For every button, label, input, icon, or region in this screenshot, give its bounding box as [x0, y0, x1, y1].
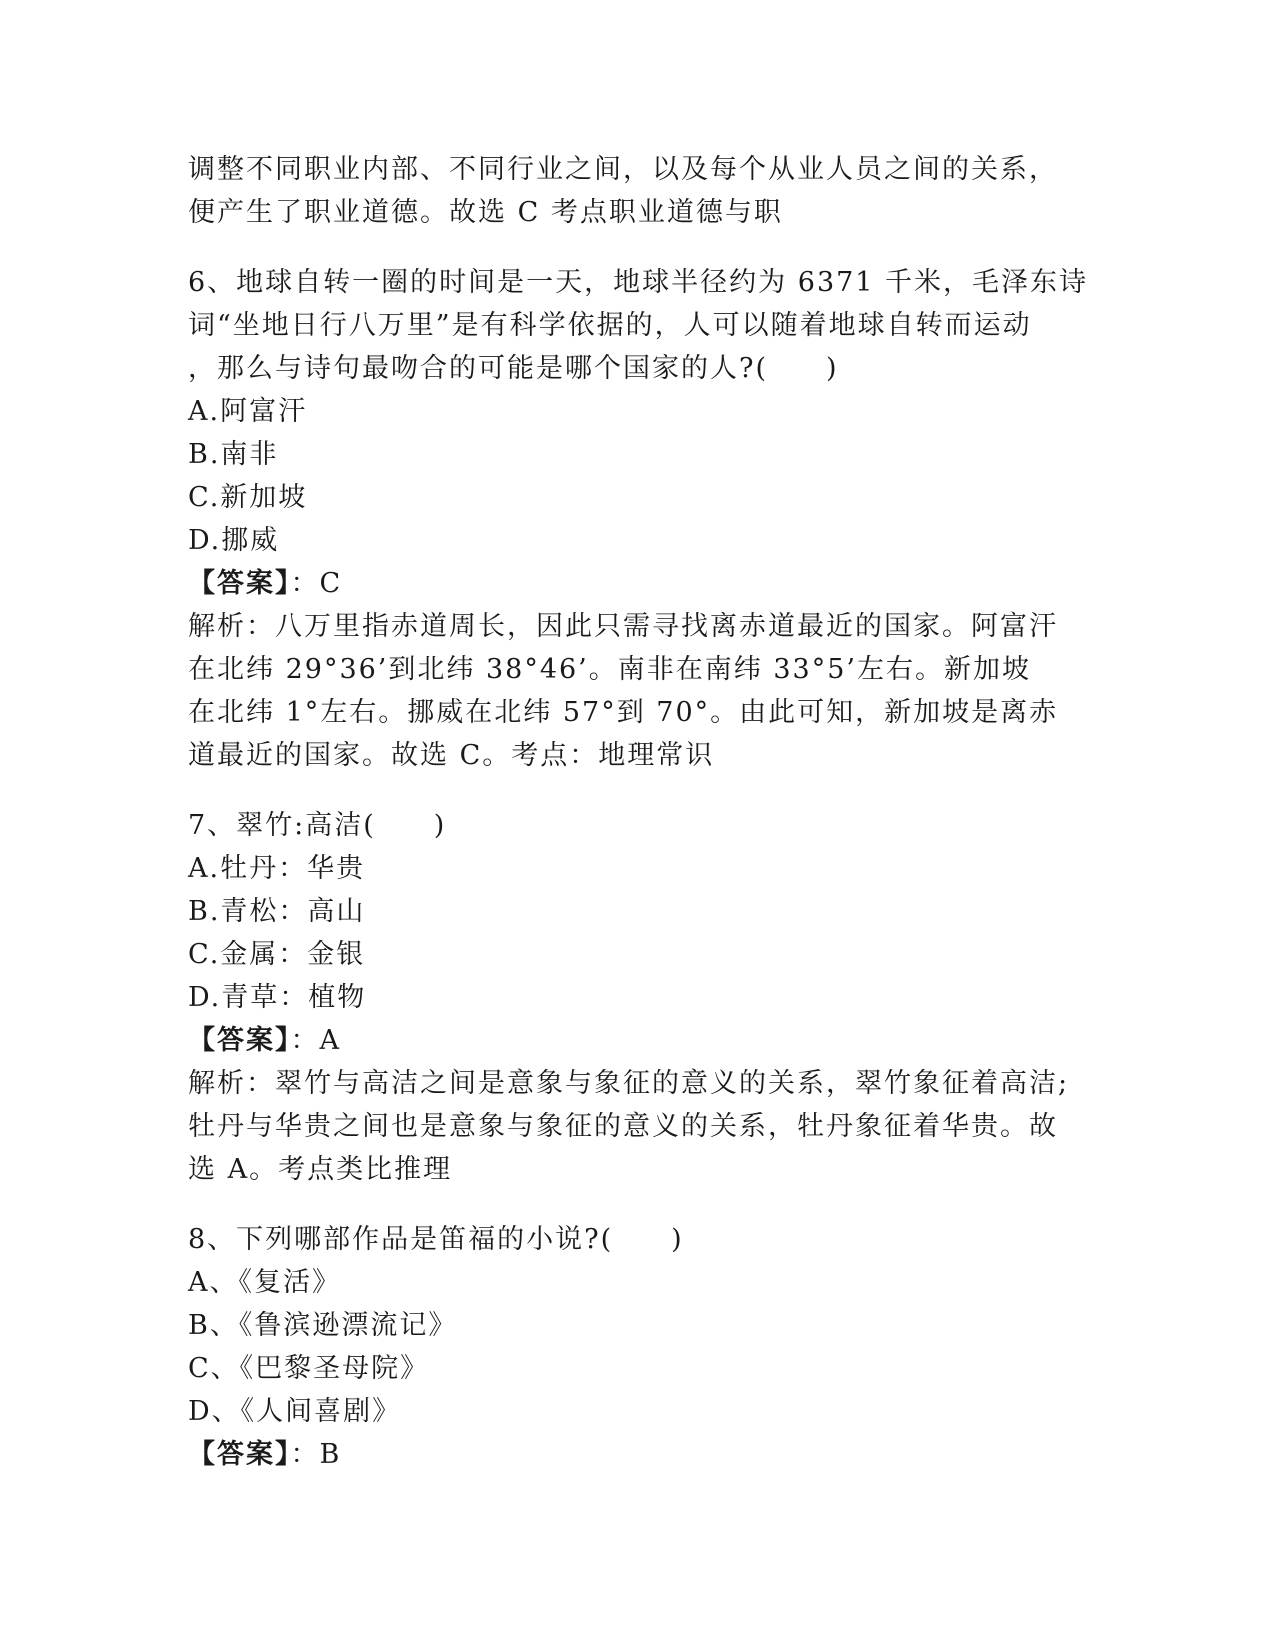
question-text-line: ，那么与诗句最吻合的可能是哪个国家的人?( ) [188, 353, 839, 384]
page-content [188, 148, 1089, 1476]
explanation-line: 在北纬 1°左右。挪威在北纬 57°到 70°。由此可知，新加坡是离赤 [188, 697, 1059, 728]
spacer [188, 777, 1068, 804]
spacer [188, 1191, 1068, 1218]
explanation-line: 选 A。考点类比推理 [188, 1154, 453, 1185]
answer-line [188, 1019, 1068, 1062]
explanation-line: 解析：八万里指赤道周长，因此只需寻找离赤道最近的国家。阿富汗 [188, 611, 1058, 642]
question-text-line: 7、翠竹:高洁( ) [188, 810, 447, 841]
text-line: 调整不同职业内部、不同行业之间，以及每个从业人员之间的关系， [188, 154, 1058, 185]
explanation-line: 牡丹与华贵之间也是意象与象征的意义的关系，牡丹象征着华贵。故 [188, 1111, 1058, 1142]
option-d: D.挪威 [188, 525, 280, 556]
intro-paragraph [188, 148, 1068, 234]
answer-label: 【答案】 [188, 1025, 291, 1056]
option-d: D.青草：植物 [188, 982, 367, 1013]
option-a: A、《复活》 [188, 1267, 341, 1298]
answer-line [188, 562, 1068, 605]
question-6 [188, 261, 1089, 777]
option-b: B.青松：高山 [188, 896, 366, 927]
option-b: B、《鲁滨逊漂流记》 [188, 1310, 458, 1341]
option-a: A.阿富汗 [188, 396, 308, 427]
question-8 [188, 1218, 1068, 1476]
option-c: C.新加坡 [188, 482, 308, 513]
question-7 [188, 804, 1068, 1191]
option-c: C.金属：金银 [188, 939, 366, 970]
option-a: A.牡丹：华贵 [188, 853, 366, 884]
option-c: C、《巴黎圣母院》 [188, 1353, 430, 1384]
text-line: 便产生了职业道德。故选 C 考点职业道德与职 [188, 197, 783, 228]
answer-label: 【答案】 [188, 568, 291, 599]
answer-label: 【答案】 [188, 1439, 291, 1470]
question-text-line: 8、下列哪部作品是笛福的小说?( ) [188, 1224, 684, 1255]
option-d: D、《人间喜剧》 [188, 1396, 402, 1427]
answer-value: ：A [290, 1025, 341, 1056]
spacer [188, 234, 1068, 261]
answer-line [188, 1433, 1068, 1476]
explanation-line: 解析：翠竹与高洁之间是意象与象征的意义的关系，翠竹象征着高洁; [188, 1068, 1070, 1099]
question-text-line: 词“坐地日行八万里”是有科学依据的，人可以随着地球自转而运动 [188, 310, 1032, 341]
option-b: B.南非 [188, 439, 279, 470]
explanation-line: 道最近的国家。故选 C。考点：地理常识 [188, 740, 715, 771]
explanation-line: 在北纬 29°36’到北纬 38°46’。南非在南纬 33°5’左右。新加坡 [188, 654, 1031, 685]
question-text-line: 6、地球自转一圈的时间是一天，地球半径约为 6371 千米，毛泽东诗 [188, 267, 1089, 298]
answer-value: ：C [290, 568, 343, 599]
answer-value: ：B [290, 1439, 342, 1470]
